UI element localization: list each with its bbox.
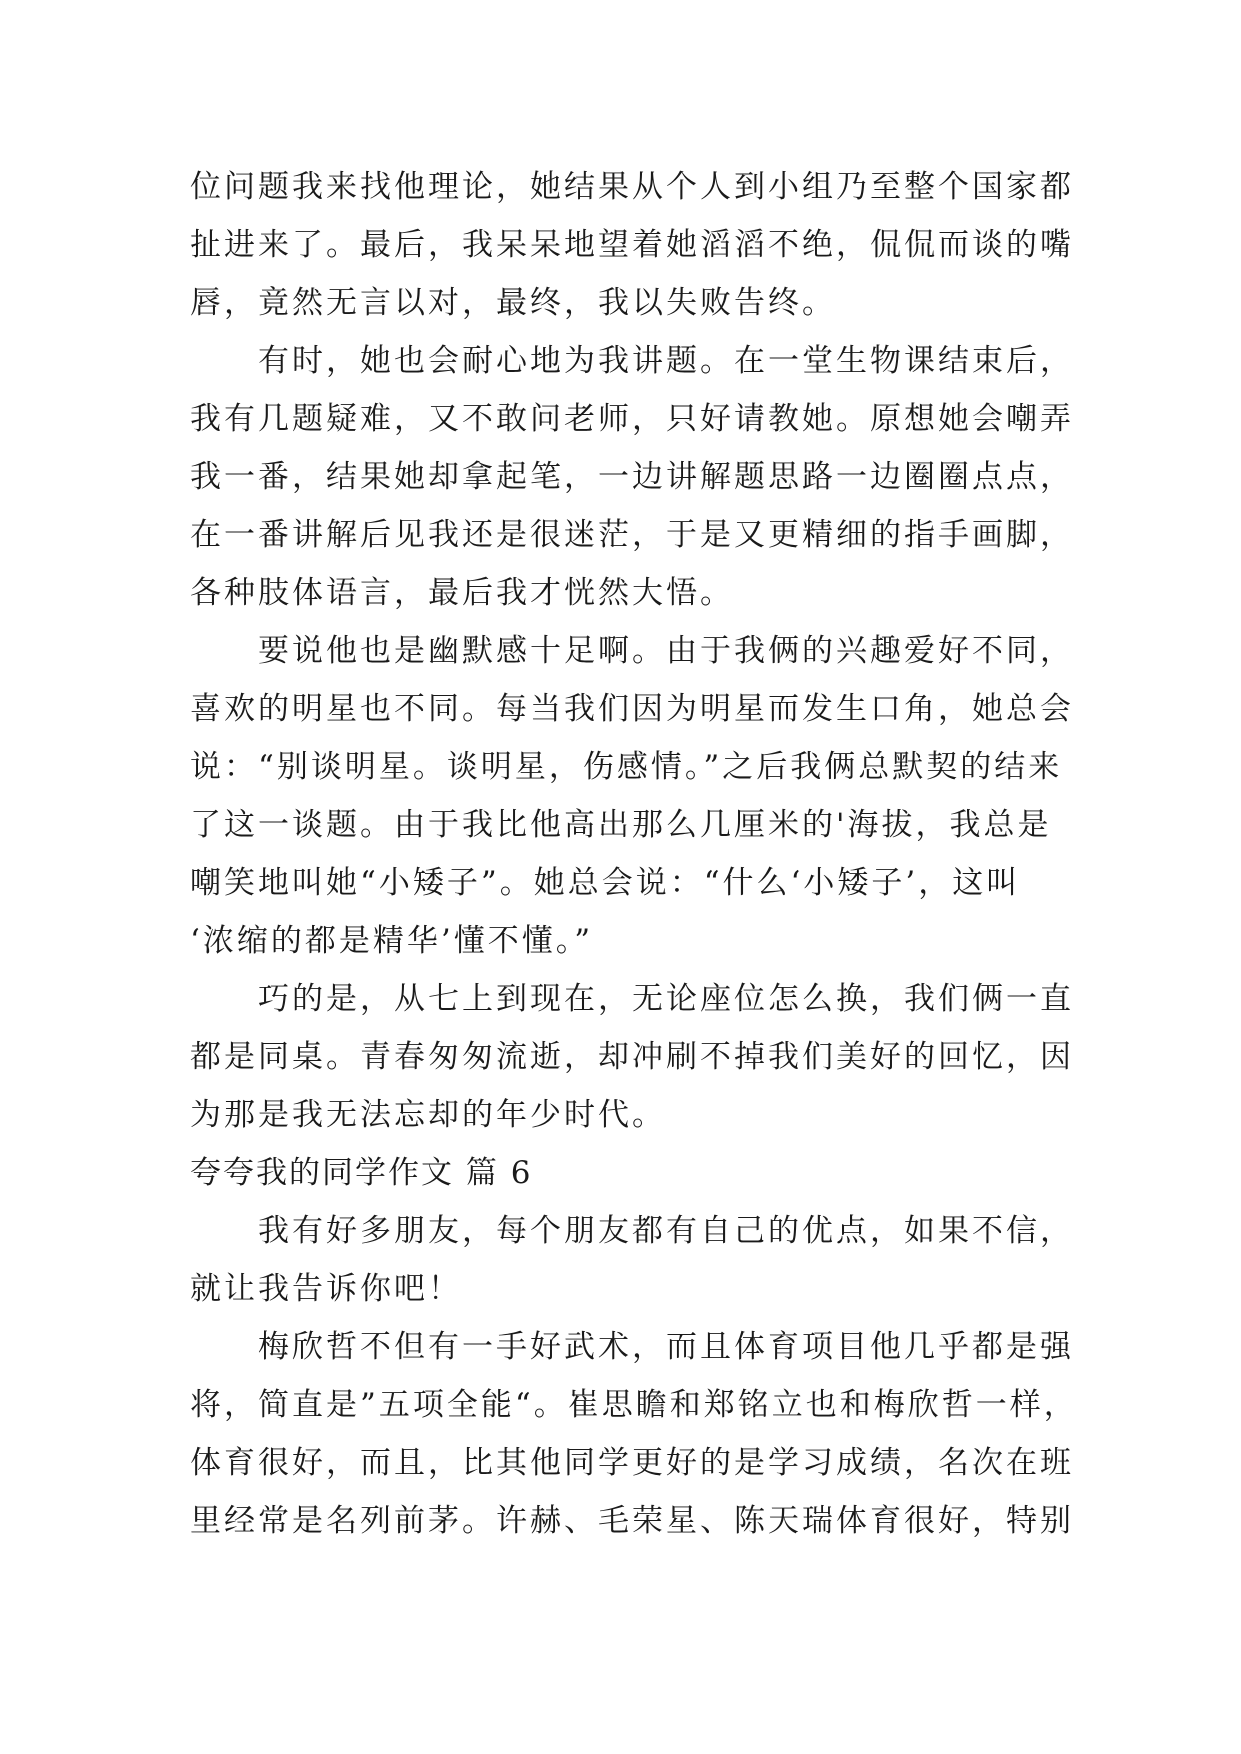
text-line: 扯进来了。最后，我呆呆地望着她滔滔不绝，侃侃而谈的嘴 (190, 227, 1074, 263)
text-line: 要说他也是幽默感十足啊。由于我俩的兴趣爱好不同， (190, 633, 1074, 669)
text-line: 有时，她也会耐心地为我讲题。在一堂生物课结束后， (190, 343, 1074, 379)
text-line: 里经常是名列前茅。许赫、毛荣星、陈天瑞体育很好，特别 (190, 1503, 1074, 1539)
text-line: 我一番，结果她却拿起笔，一边讲解题思路一边圈圈点点， (190, 459, 1074, 495)
text-line: 将，简直是”五项全能“。崔思瞻和郑铭立也和梅欣哲一样， (190, 1387, 1078, 1423)
text-line: 巧的是，从七上到现在，无论座位怎么换，我们俩一直 (190, 981, 1074, 1017)
text-line: 就让我告诉你吧！ (190, 1271, 462, 1307)
text-line: 梅欣哲不但有一手好武术，而且体育项目他几乎都是强 (190, 1329, 1074, 1365)
text-line: 我有几题疑难，又不敢问老师，只好请教她。原想她会嘲弄 (190, 401, 1074, 437)
text-line: 位问题我来找他理论，她结果从个人到小组乃至整个国家都 (190, 169, 1074, 205)
section-heading: 夸夸我的同学作文 篇 6 (190, 1155, 533, 1191)
text-line: 在一番讲解后见我还是很迷茫，于是又更精细的指手画脚， (190, 517, 1074, 553)
text-line: ‘浓缩的都是精华’懂不懂。” (190, 923, 594, 959)
document-body (190, 158, 1078, 1550)
text-line: 各种肢体语言，最后我才恍然大悟。 (190, 575, 734, 611)
text-line: 体育很好，而且，比其他同学更好的是学习成绩，名次在班 (190, 1445, 1074, 1481)
text-line: 嘲笑地叫她“小矮子”。她总会说：“什么‘小矮子’，这叫 (190, 865, 1021, 901)
text-line: 喜欢的明星也不同。每当我们因为明星而发生口角，她总会 (190, 691, 1074, 727)
text-line: 为那是我无法忘却的年少时代。 (190, 1097, 666, 1133)
text-line: 说：“别谈明星。谈明星，伤感情。”之后我俩总默契的结来 (190, 749, 1063, 785)
text-line: 唇，竟然无言以对，最终，我以失败告终。 (190, 285, 836, 321)
text-line: 都是同桌。青春匆匆流逝，却冲刷不掉我们美好的回忆，因 (190, 1039, 1074, 1075)
text-line: 了这一谈题。由于我比他高出那么几厘米的'海拔，我总是 (190, 807, 1052, 843)
text-line: 我有好多朋友，每个朋友都有自己的优点，如果不信， (190, 1213, 1074, 1249)
